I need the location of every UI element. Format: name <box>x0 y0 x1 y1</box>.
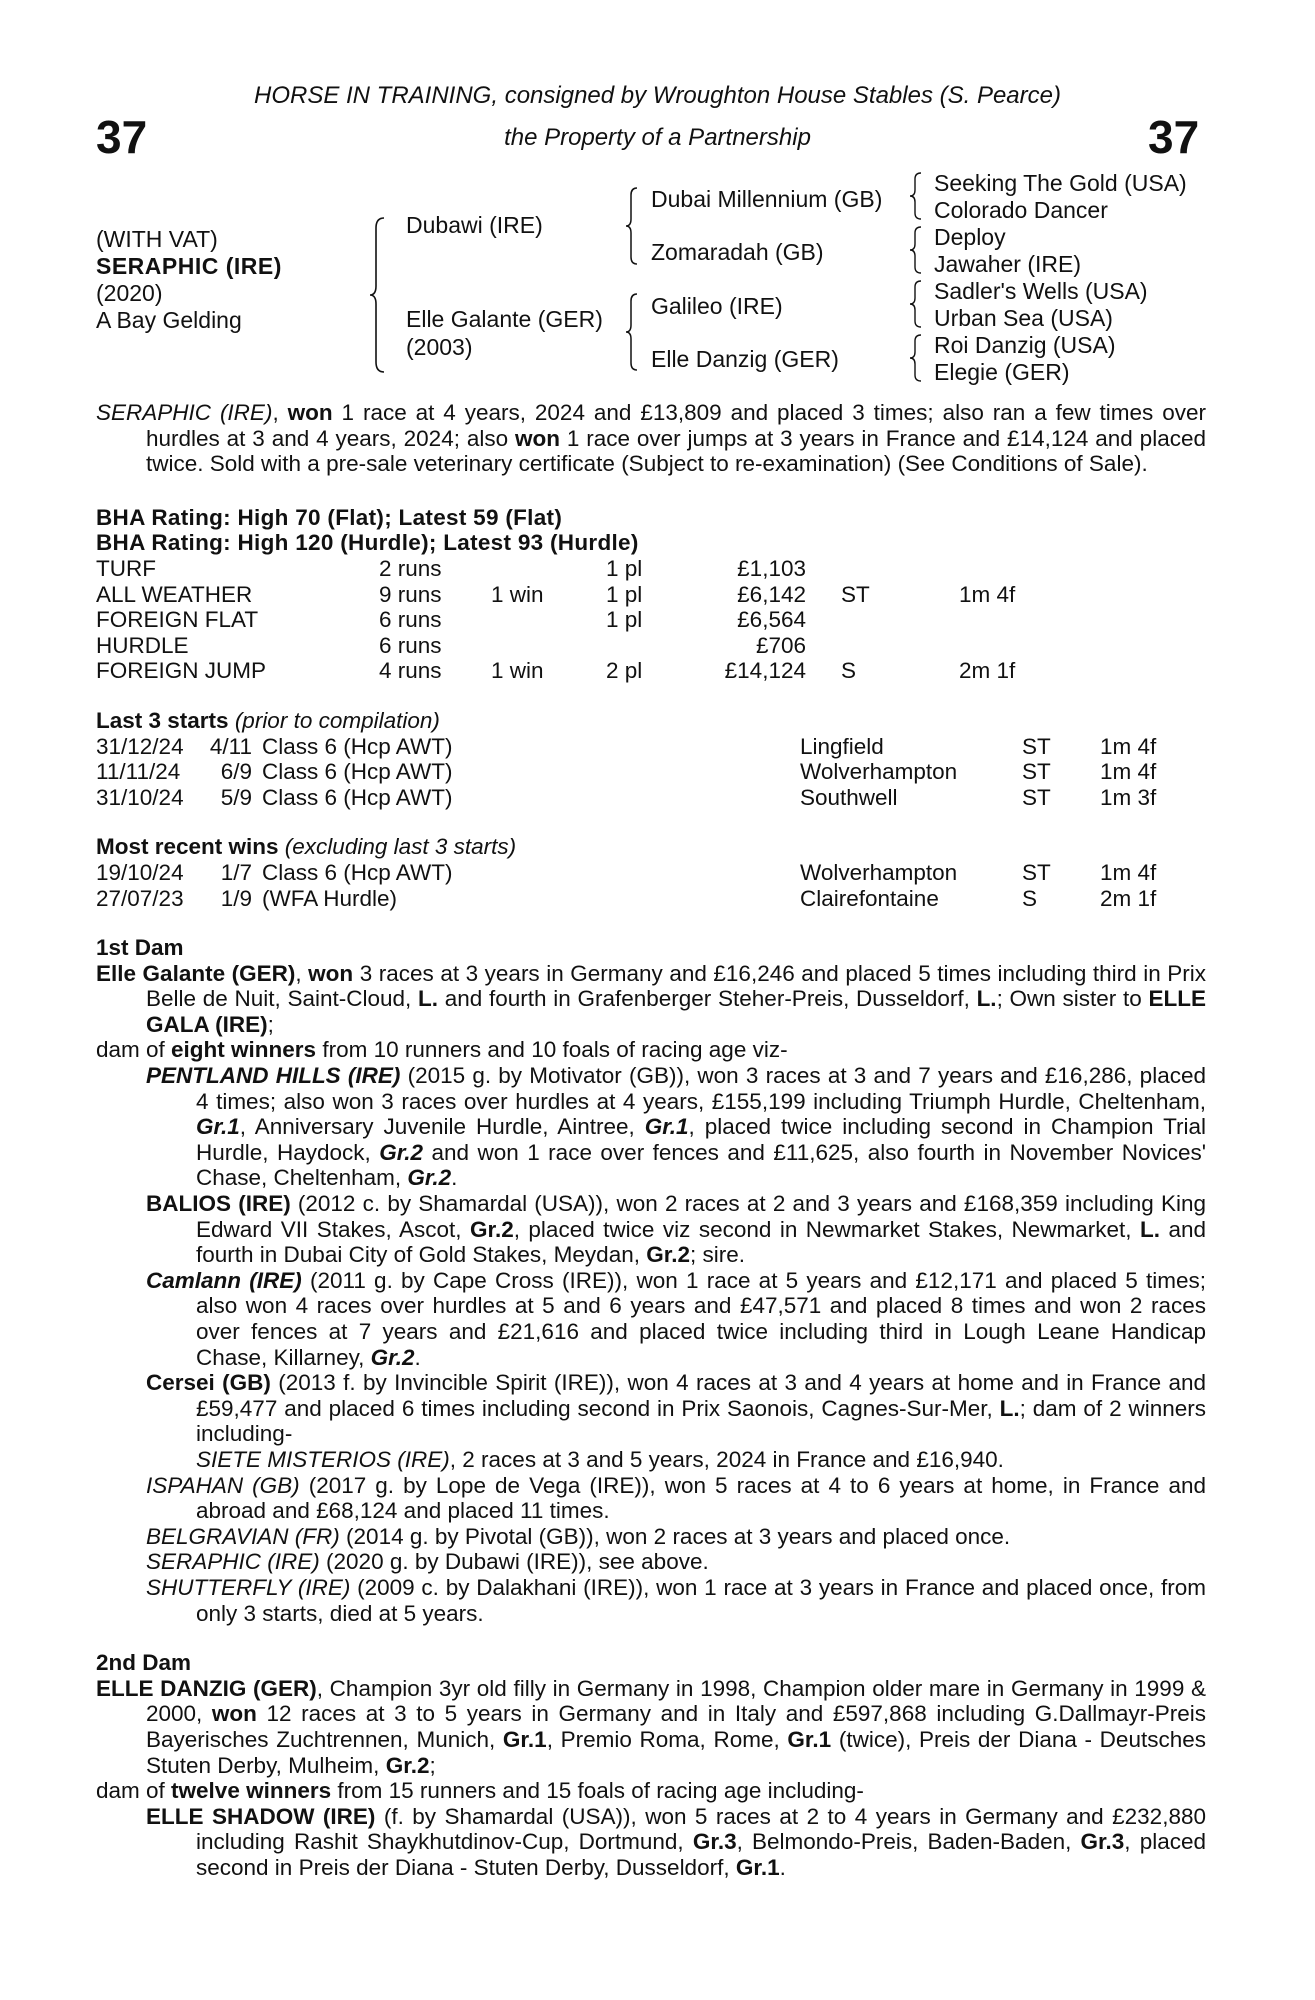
start-position: 4/11 <box>209 733 252 759</box>
record-distance: 1m 4f <box>959 581 1016 607</box>
rating-flat: BHA Rating: High 70 (Flat); Latest 59 (Flat) <box>96 504 563 530</box>
record-distance <box>959 607 1049 633</box>
record-placed: 1 pl <box>606 581 643 607</box>
start-going: ST <box>1022 759 1051 785</box>
start-spacer <box>252 734 262 760</box>
record-going: ST <box>841 581 870 607</box>
start-class: Class 6 (Hcp AWT) <box>262 759 453 785</box>
record-distance: 2m 1f <box>959 658 1016 684</box>
last3-table <box>96 734 1190 811</box>
start-class: Class 6 (Hcp AWT) <box>262 859 453 885</box>
produce-siete-misterios: SIETE MISTERIOS (IRE), 2 races at 3 and 5 years, 2024 in France and £16,940. <box>196 1446 1004 1472</box>
record-spacer <box>806 633 841 659</box>
record-surface: FOREIGN JUMP <box>96 658 267 684</box>
start-position: 1/9 <box>220 885 252 911</box>
record-going <box>841 633 959 659</box>
start-date: 19/10/24 <box>96 859 184 885</box>
record-wins <box>491 556 606 582</box>
record-runs: 2 runs <box>379 555 442 581</box>
record-row <box>96 633 1049 659</box>
start-row <box>96 886 1190 912</box>
lot-number-left: 37 <box>96 111 148 163</box>
dam-year: (2003) <box>406 334 473 360</box>
start-distance: 1m 4f <box>1100 859 1157 885</box>
start-spacer <box>252 860 262 886</box>
produce-cersei: Cersei (GB) (2013 f. by Invincible Spirit (IRE)), won 4 races at 3 and 4 years at home and in France and £59,477 and placed 6 times including second in Prix Saonois, Cagnes-Sur-Mer, L.; dam of 2 winners including- <box>146 1370 1206 1447</box>
record-spacer <box>806 607 841 633</box>
sire-dam: Zomaradah (GB) <box>651 239 824 265</box>
start-position: 1/7 <box>220 859 252 885</box>
record-runs: 9 runs <box>379 581 442 607</box>
first-dam-produce-intro: dam of eight winners from 10 runners and 10 foals of racing age viz- <box>96 1037 788 1063</box>
record-placed: 1 pl <box>606 555 643 581</box>
second-dam-heading: 2nd Dam <box>96 1650 192 1676</box>
brace-g2 <box>908 224 924 276</box>
brace-sire <box>624 186 640 266</box>
start-row <box>96 785 1190 811</box>
start-date: 27/07/23 <box>96 885 184 911</box>
record-surface: ALL WEATHER <box>96 581 253 607</box>
produce-ispahan: ISPAHAN (GB) (2017 g. by Lope de Vega (IRE)), won 5 races at 4 to 6 years at home, in France and abroad and £68,124 and placed 11 times. <box>146 1472 1206 1524</box>
brace-g1 <box>908 170 924 222</box>
produce-pentland-hills: PENTLAND HILLS (IRE) (2015 g. by Motivator (GB)), won 3 races at 3 and 7 years and £16,286, placed 4 times; also won 3 races over hurdles at 4 years, £155,199 including Triumph Hurdle, Cheltenham, Gr.1, Anniversary Juvenile Hurdle, Aintree, Gr.1, placed twice including second in Champion Trial Hurdle, Haydock, Gr.2 and won 1 race over fences and £11,625, also fourth in November Novices' Chase, Cheltenham, Gr.2. <box>146 1063 1207 1191</box>
start-row <box>96 860 1190 886</box>
recent-wins-table <box>96 860 1190 911</box>
last3-heading: Last 3 starts (prior to compilation) <box>96 707 440 733</box>
start-class: Class 6 (Hcp AWT) <box>262 733 453 759</box>
record-spacer <box>806 582 841 608</box>
start-row <box>96 759 1190 785</box>
record-runs: 4 runs <box>379 658 442 684</box>
horse-year: (2020) <box>96 280 163 306</box>
catalogue-body <box>96 400 1206 1880</box>
brace-dam <box>624 292 640 372</box>
race-record-table <box>96 556 1049 684</box>
brace-g3 <box>908 278 924 330</box>
gg-1: Seeking The Gold (USA) <box>934 170 1187 196</box>
record-row <box>96 607 1049 633</box>
start-position: 6/9 <box>220 759 252 785</box>
rating-hurdle: BHA Rating: High 120 (Hurdle); Latest 93 (Hurdle) <box>96 530 639 556</box>
record-wins <box>491 633 606 659</box>
horse-name: SERAPHIC (IRE) <box>96 253 282 279</box>
start-spacer <box>252 886 262 912</box>
second-dam-produce-intro: dam of twelve winners from 15 runners and 15 foals of racing age including- <box>96 1778 864 1804</box>
start-date: 31/12/24 <box>96 733 184 759</box>
record-placed: 2 pl <box>606 658 643 684</box>
record-wins: 1 win <box>491 581 544 607</box>
record-prize: £6,142 <box>737 581 806 607</box>
record-wins <box>491 607 606 633</box>
record-row <box>96 658 1049 684</box>
start-class: Class 6 (Hcp AWT) <box>262 784 453 810</box>
brace-g4 <box>908 332 924 384</box>
record-prize: £6,564 <box>737 607 806 633</box>
first-dam-heading: 1st Dam <box>96 935 184 961</box>
record-going <box>841 556 959 582</box>
record-row <box>96 582 1049 608</box>
property-line: the Property of a Partnership <box>504 124 811 151</box>
summary-paragraph: SERAPHIC (IRE), won 1 race at 4 years, 2024 and £13,809 and placed 3 times; also ran a few times over hurdles at 3 and 4 years, 2024; also won 1 race over jumps at 3 years in France and £14,124 and placed twice. Sold with a pre-sale veterinary certificate (Subject to re-examination) (See Conditions of Sale). <box>96 400 1206 477</box>
record-placed: 1 pl <box>606 607 643 633</box>
consignor-line: HORSE IN TRAINING, consigned by Wroughton House Stables (S. Pearce) <box>254 82 1061 109</box>
produce-shutterfly: SHUTTERFLY (IRE) (2009 c. by Dalakhani (IRE)), won 1 race at 3 years in France and placed once, from only 3 starts, died at 5 years. <box>146 1574 1206 1626</box>
gg-3: Deploy <box>934 224 1006 250</box>
start-position: 5/9 <box>220 784 252 810</box>
record-runs: 6 runs <box>379 632 442 658</box>
dam: Elle Galante (GER) <box>406 306 603 332</box>
record-placed <box>606 633 691 659</box>
start-distance: 1m 4f <box>1100 759 1157 785</box>
gg-7: Roi Danzig (USA) <box>934 332 1116 358</box>
produce-belgravian: BELGRAVIAN (FR) (2014 g. by Pivotal (GB)), won 2 races at 3 years and placed once. <box>146 1523 1011 1549</box>
record-surface: TURF <box>96 555 156 581</box>
gg-8: Elegie (GER) <box>934 359 1070 385</box>
record-going: S <box>841 658 857 684</box>
record-wins: 1 win <box>491 658 544 684</box>
start-going: S <box>1022 885 1038 911</box>
vat-note: (WITH VAT) <box>96 226 218 252</box>
sire: Dubawi (IRE) <box>406 212 543 238</box>
produce-camlann: Camlann (IRE) (2011 g. by Cape Cross (IRE)), won 1 race at 5 years and £12,171 and placed 5 times; also won 4 races over hurdles at 5 and 6 years and £47,571 and placed 8 times and won 2 races over fences at 7 years and £21,616 and placed twice including third in Lough Leane Handicap Chase, Killarney, Gr.2. <box>146 1267 1206 1370</box>
produce-elle-shadow: ELLE SHADOW (IRE) (f. by Shamardal (USA)), won 5 races at 2 to 4 years in Germany and £232,880 including Rashit Shaykhutdinov-Cup, Dortmund, Gr.3, Belmondo-Preis, Baden-Baden, Gr.3, placed second in Preis der Diana - Stuten Derby, Dusseldorf, Gr.1. <box>146 1803 1206 1880</box>
record-distance <box>959 556 1049 582</box>
brace-main <box>368 216 388 374</box>
start-course: Southwell <box>800 784 898 810</box>
lot-number-right: 37 <box>1148 111 1200 163</box>
record-prize: £706 <box>755 632 806 658</box>
gg-2: Colorado Dancer <box>934 197 1108 223</box>
start-course: Wolverhampton <box>800 859 958 885</box>
start-course: Lingfield <box>800 733 884 759</box>
gg-4: Jawaher (IRE) <box>934 251 1081 277</box>
record-prize: £14,124 <box>724 658 806 684</box>
record-surface: HURDLE <box>96 632 189 658</box>
start-course: Clairefontaine <box>800 885 939 911</box>
recent-wins-heading: Most recent wins (excluding last 3 starts) <box>96 834 517 860</box>
start-going: ST <box>1022 859 1051 885</box>
start-distance: 2m 1f <box>1100 885 1157 911</box>
gg-5: Sadler's Wells (USA) <box>934 278 1148 304</box>
start-class: (WFA Hurdle) <box>262 885 398 911</box>
dam-sire: Galileo (IRE) <box>651 293 783 319</box>
start-going: ST <box>1022 733 1051 759</box>
first-dam-paragraph: Elle Galante (GER), won 3 races at 3 years in Germany and £16,246 and placed 5 times including third in Prix Belle de Nuit, Saint-Cloud, L. and fourth in Grafenberger Steher-Preis, Dusseldorf, L.; Own sister to ELLE GALA (IRE); <box>96 960 1206 1037</box>
second-dam-paragraph: ELLE DANZIG (GER), Champion 3yr old filly in Germany in 1998, Champion older mare in Germany in 1999 & 2000, won 12 races at 3 to 5 years in Germany and in Italy and £597,868 including G.Dallmayr-Preis Bayerisches Zuchtrennen, Munich, Gr.1, Premio Roma, Rome, Gr.1 (twice), Preis der Diana - Deutsches Stuten Derby, Mulheim, Gr.2; <box>96 1675 1207 1778</box>
start-row <box>96 734 1190 760</box>
start-date: 31/10/24 <box>96 784 184 810</box>
record-row <box>96 556 1049 582</box>
sire-sire: Dubai Millennium (GB) <box>651 186 883 212</box>
record-prize: £1,103 <box>737 555 806 581</box>
record-spacer <box>806 658 841 684</box>
start-spacer <box>252 785 262 811</box>
record-runs: 6 runs <box>379 607 442 633</box>
record-surface: FOREIGN FLAT <box>96 607 259 633</box>
record-going <box>841 607 959 633</box>
start-spacer <box>252 759 262 785</box>
produce-seraphic: SERAPHIC (IRE) (2020 g. by Dubawi (IRE)), see above. <box>146 1549 709 1575</box>
produce-balios: BALIOS (IRE) (2012 c. by Shamardal (USA)), won 2 races at 2 and 3 years and £168,359 including King Edward VII Stakes, Ascot, Gr.2, placed twice viz second in Newmarket Stakes, Newmarket, L. and fourth in Dubai City of Gold Stakes, Meydan, Gr.2; sire. <box>146 1191 1207 1268</box>
start-going: ST <box>1022 784 1051 810</box>
start-distance: 1m 4f <box>1100 733 1157 759</box>
horse-description: A Bay Gelding <box>96 307 242 333</box>
record-distance <box>959 633 1049 659</box>
start-date: 11/11/24 <box>96 759 181 785</box>
dam-dam: Elle Danzig (GER) <box>651 346 839 372</box>
record-spacer <box>806 556 841 582</box>
start-course: Wolverhampton <box>800 759 958 785</box>
pedigree-block <box>96 170 1226 392</box>
start-distance: 1m 3f <box>1100 784 1157 810</box>
gg-6: Urban Sea (USA) <box>934 305 1113 331</box>
